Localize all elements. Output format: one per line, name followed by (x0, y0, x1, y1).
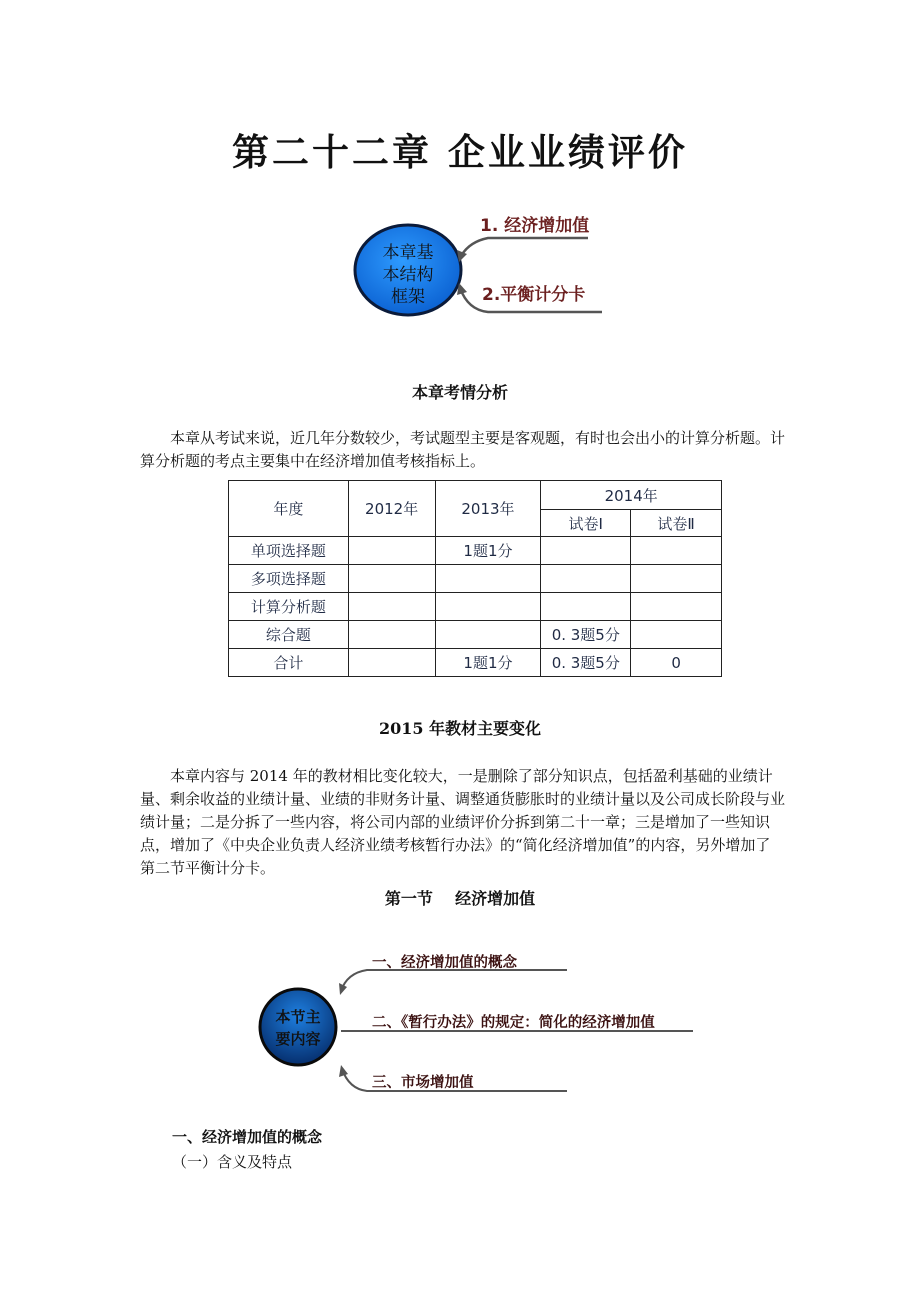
table-row (229, 565, 722, 593)
table-row (229, 649, 722, 677)
exam-analysis-heading: 本章考情分析 (411, 383, 508, 402)
changes-paragraph: 本章内容与 2014 年的教材相比变化较大，一是删除了部分知识点，包括盈利基础的业绩计量、剩余收益的业绩计量、业绩的非财务计量、调整通货膨胀时的业绩计量以及公司成长阶段与业绩计量；二是分拆了一些内容，将公司内部的业绩评价分拆到第二十一章；三是增加了一些知识点，增加了《中央企业负责人经济业绩考核暂行办法》的“简化经济增加值”的内容，另外增加了第二节平衡计分卡。 (140, 767, 786, 877)
section-item-provisional-measures: 二、《暂行办法》的规定：简化的经济增加值 (372, 1015, 655, 1031)
cell-2014-paper1 (541, 565, 631, 593)
subheading-meaning: （一）含义及特点 (172, 1153, 293, 1171)
row-label: 综合题 (229, 621, 349, 649)
header-2013: 2013年 (435, 481, 541, 537)
table-row (229, 593, 722, 621)
row-label: 多项选择题 (229, 565, 349, 593)
subheading-eva-concept: 一、经济增加值的概念 (172, 1128, 323, 1146)
header-2014-paper1: 试卷Ⅰ (541, 510, 631, 537)
upper-connector-line (460, 238, 588, 258)
cell-2013 (435, 565, 541, 593)
section-center-line2: 要内容 (275, 1030, 321, 1048)
section-item-concept: 一、经济增加值的概念 (372, 955, 517, 971)
cell-2013 (435, 593, 541, 621)
cell-2014-paper2: 0 (631, 649, 722, 677)
section-content-node (260, 989, 336, 1065)
section-item-market-value-added: 三、市场增加值 (372, 1075, 474, 1091)
row-label: 单项选择题 (229, 537, 349, 565)
cell-2014-paper2 (631, 593, 722, 621)
cell-2014-paper2 (631, 537, 722, 565)
cell-2013: 1题1分 (435, 537, 541, 565)
section-heading: 第一节 经济增加值 (384, 889, 536, 908)
cell-2014-paper1 (541, 537, 631, 565)
section-center-line1: 本节主 (275, 1008, 321, 1026)
section-content-diagram (255, 945, 700, 1105)
header-2014-paper2: 试卷Ⅱ (631, 510, 722, 537)
chapter-center-line1: 本章基 (382, 243, 434, 263)
chapter-item-eva: 1. 经济增加值 (480, 216, 590, 236)
cell-2012 (348, 593, 435, 621)
exam-score-table (228, 480, 722, 677)
chapter-title: 第二十二章 企业业绩评价 (232, 131, 688, 174)
header-2014: 2014年 (541, 481, 722, 510)
changes-heading: 2015 年教材主要变化 (378, 719, 542, 738)
cell-2012 (348, 565, 435, 593)
cell-2012 (348, 537, 435, 565)
cell-2014-paper1 (541, 593, 631, 621)
chapter-structure-diagram (340, 200, 610, 325)
lower-arrowhead-icon (339, 1065, 348, 1077)
cell-2012 (348, 621, 435, 649)
header-year: 年度 (229, 481, 349, 537)
cell-2012 (348, 649, 435, 677)
cell-2014-paper2 (631, 565, 722, 593)
chapter-item-bsc: 2.平衡计分卡 (482, 285, 586, 305)
row-label: 合计 (229, 649, 349, 677)
exam-analysis-paragraph: 本章从考试来说，近几年分数较少，考试题型主要是客观题，有时也会出小的计算分析题。计算分析题的考点主要集中在经济增加值考核指标上。 (140, 429, 786, 470)
cell-2014-paper1: 0. 3题5分 (541, 649, 631, 677)
table-row (229, 621, 722, 649)
row-label: 计算分析题 (229, 593, 349, 621)
cell-2013 (435, 621, 541, 649)
cell-2014-paper1: 0. 3题5分 (541, 621, 631, 649)
cell-2014-paper2 (631, 621, 722, 649)
chapter-center-line3: 框架 (391, 287, 425, 307)
header-2012: 2012年 (348, 481, 435, 537)
table-row (229, 537, 722, 565)
cell-2013: 1题1分 (435, 649, 541, 677)
chapter-center-line2: 本结构 (382, 265, 434, 285)
upper-connector-line (341, 970, 567, 991)
